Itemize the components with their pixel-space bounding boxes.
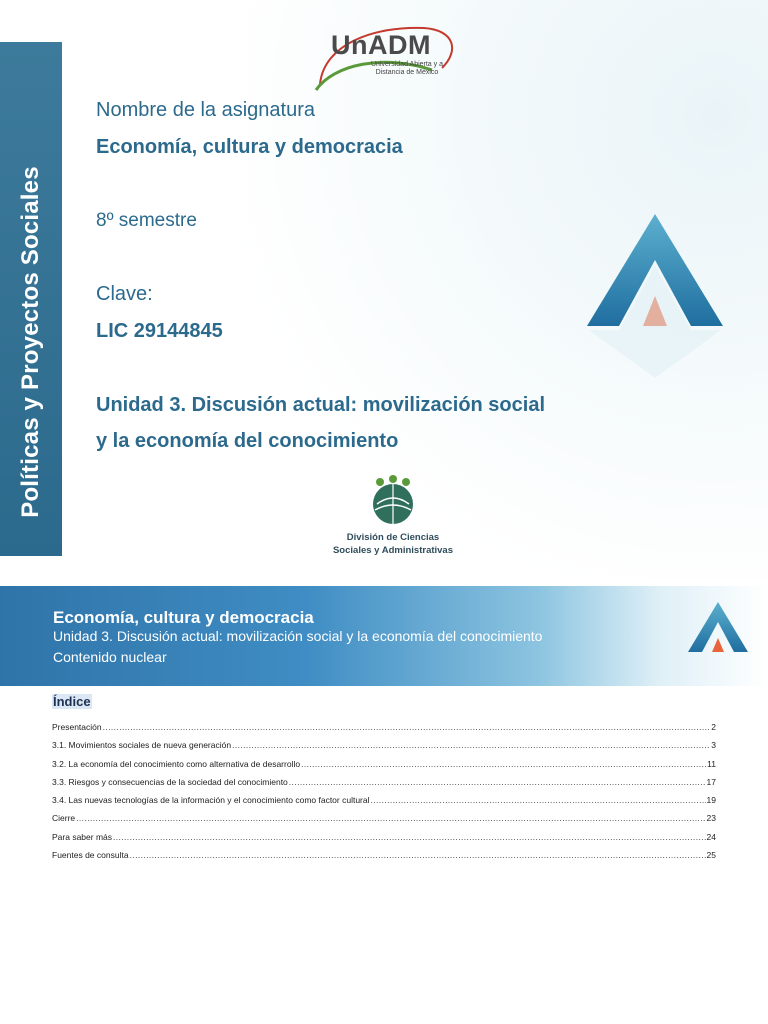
toc-item[interactable] [52,795,716,813]
toc-item[interactable] [52,813,716,831]
toc-item[interactable] [52,850,716,868]
division-name-line1: División de Ciencias [346,532,440,543]
toc-leader [371,795,706,805]
unit-title-line2: y la economía del conocimiento [96,430,399,452]
page-header-banner [0,586,768,686]
toc-leader [113,832,706,842]
semester: 8º semestre [96,210,197,231]
toc-item-page: 23 [706,813,716,824]
toc-item-page: 17 [706,776,716,787]
toc-leader [130,850,706,860]
toc-item-title: Cierre [52,813,76,824]
toc-item[interactable] [52,722,716,740]
triangle-emblem-icon [583,210,727,380]
program-name: Políticas y Proyectos Sociales [17,166,44,518]
toc-leader [301,759,706,769]
logo-title: UnADM [331,30,431,60]
toc-item-title: 3.3. Riesgos y consecuencias de la sociedad del conocimiento [52,776,288,787]
toc-leader [232,740,710,750]
toc-item-page: 11 [707,758,716,769]
toc-item-page: 25 [706,850,716,861]
toc-item-title: Fuentes de consulta [52,850,129,861]
toc-item-title: 3.1. Movimientos sociales de nueva generación [52,740,232,751]
toc-item-title: Para saber más [52,831,112,842]
toc-leader [76,813,705,823]
division-logo [318,474,468,562]
toc-item[interactable] [52,777,716,795]
toc-item-page: 19 [706,795,716,806]
toc-item-page: 24 [706,831,716,842]
toc-item-title: 3.4. Las nuevas tecnologías de la información y el conocimiento como factor cultural [52,795,370,806]
key-label: Clave: [96,283,153,305]
division-emblem-icon [366,474,420,530]
sidebar-band [0,42,62,556]
table-of-contents [52,722,716,868]
banner-unit: Unidad 3. Discusión actual: movilización social y la economía del conocimiento [53,628,543,644]
toc-item[interactable] [52,832,716,850]
logo-subtitle: Universidad Abierta y a Distancia de México [371,61,443,76]
subject-name: Economía, cultura y democracia [96,136,403,158]
index-heading: Índice [53,694,91,709]
banner-section: Contenido nuclear [53,649,167,665]
toc-item-title: Presentación [52,722,102,732]
unit-title-line1: Unidad 3. Discusión actual: movilización social [96,394,546,416]
toc-item[interactable] [52,759,716,777]
toc-leader [103,722,711,732]
toc-leader [289,777,706,787]
triangle-emblem-small-icon [686,600,750,672]
subject-name-label: Nombre de la asignatura [96,99,316,121]
toc-item-page: 3 [711,740,716,751]
toc-item-title: 3.2. La economía del conocimiento como alternativa de desarrollo [52,758,301,769]
division-name-line2: Sociales y Administrativas [332,545,454,556]
unadm-logo [314,24,460,94]
course-key: LIC 29144845 [96,320,223,342]
banner-title: Economía, cultura y democracia [53,608,314,627]
toc-item-page: 2 [711,722,716,732]
toc-item[interactable] [52,740,716,758]
